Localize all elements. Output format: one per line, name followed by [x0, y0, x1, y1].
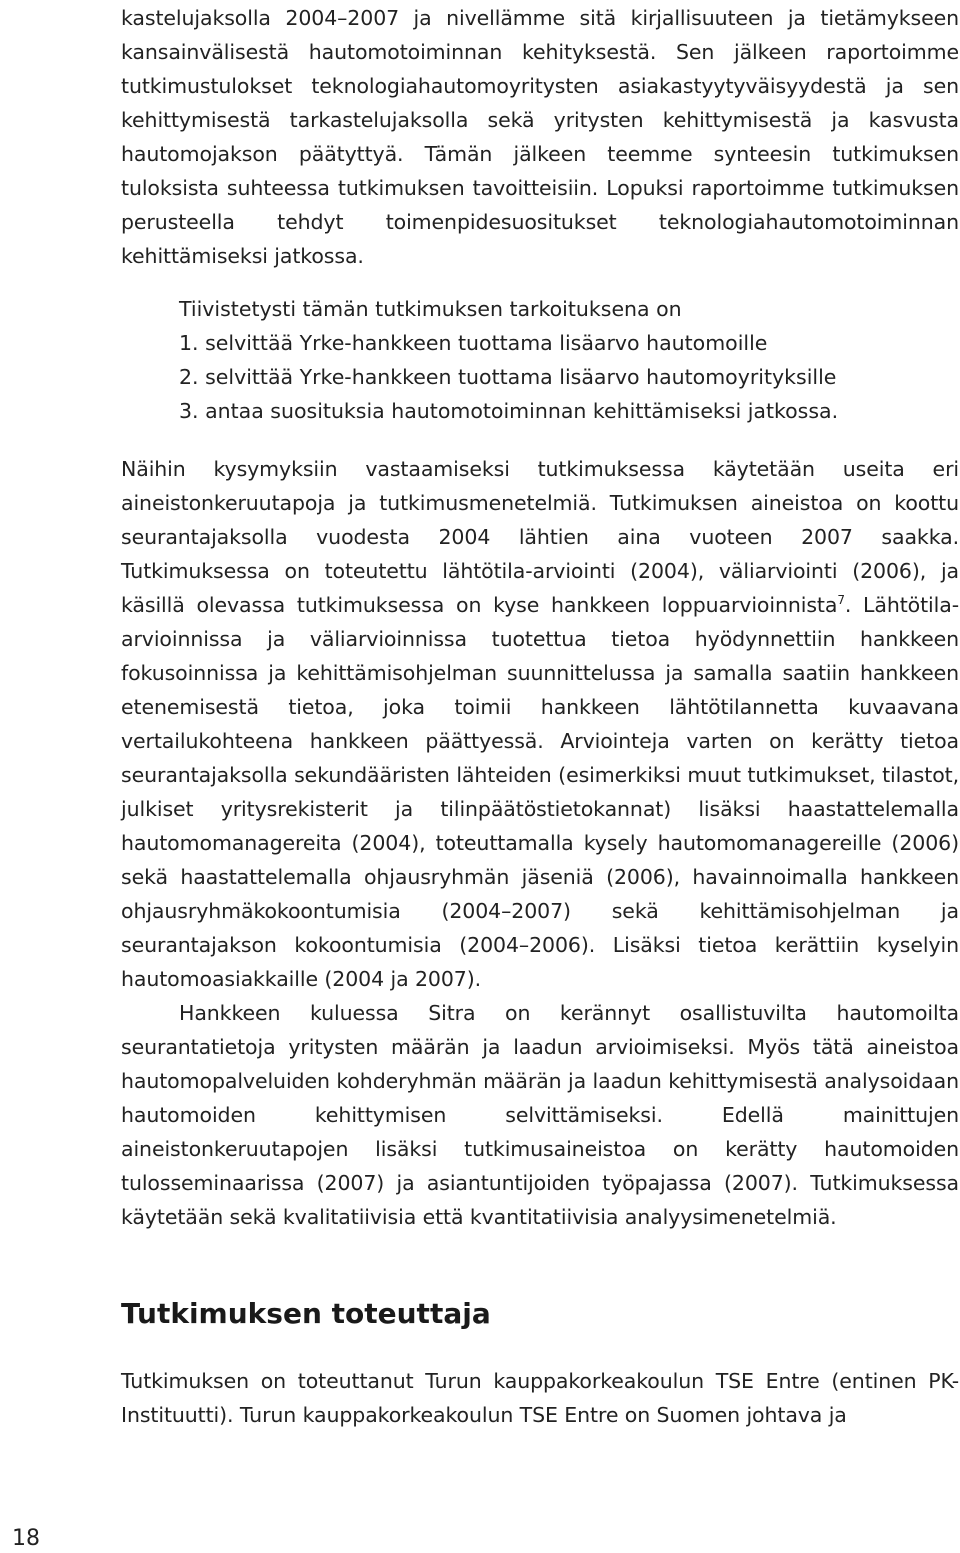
section-heading: Tutkimuksen toteuttaja	[121, 1297, 491, 1330]
methods-text-end: . Lähtötila-arvioinnissa ja väliarvioinnissa tuotettua tietoa hyödynnettiin hankkeen fokusoinnissa ja kehittämisohjelman suunnittelussa ja samalla saatiin hankkeen etenemisestä tietoa, joka toimii hankkeen lähtötilannetta kuvaavana vertailukohteena hankkeen päättyessä. Arviointeja varten on kerätty tietoa seurantajaksolla sekundääristen lähteiden (esimerkiksi muut tutkimukset, tilastot, julkiset yritysrekisterit ja tilinpäätöstietokannat) lisäksi haastattelemalla hautomomanagereita (2004), toteuttamalla kysely hautomomanagereille (2006) sekä haastattelemalla ohjausryhmän jäseniä (2006), havainnoimalla hankkeen ohjausryhmäkokoontumisia (2004–2007) sekä kehittämisohjelman ja seurantajakson kokoontumisia (2004–2006). Lisäksi tietoa kerättiin kyselyin hautomoasiakkaille (2004 ja 2007).	[121, 593, 959, 991]
implementer-paragraph: Tutkimuksen on toteuttanut Turun kauppakorkeakoulun TSE Entre (entinen PK-Instituutti). Turun kauppakorkeakoulun TSE Entre on Suomen johtava ja	[121, 1369, 959, 1427]
footnote-reference: 7	[837, 593, 845, 608]
methods-text-start: Näihin kysymyksiin vastaamiseksi tutkimuksessa käytetään useita eri aineistonkeruutapoja ja tutkimusmenetelmiä. Tutkimuksen aineistoa on koottu seurantajaksolla vuodesta 2004 lähtien aina vuoteen 2007 saakka. Tutkimuksessa on toteutettu lähtötila-arviointi (2004), väliarviointi (2006), ja käsillä olevassa tutkimuksessa on kyse hankkeen loppuarvioinnista	[121, 457, 959, 617]
objective-item: 3. antaa suosituksia hautomotoiminnan kehittämiseksi jatkossa.	[179, 399, 839, 423]
intro-paragraph: kastelujaksolla 2004–2007 ja nivellämme sitä kirjallisuuteen ja tietämykseen kansainvälisestä hautomotoiminnan kehityksestä. Sen jälkeen raportoimme tutkimustulokset teknologiahautomoyritysten asiakastyytyväisyydestä ja sen kehittymisestä tarkastelujaksolla sekä yritysten kehittymisestä ja kasvusta hautomojakson päätyttyä. Tämän jälkeen teemme synteesin tutkimuksen tuloksista suhteessa tutkimuksen tavoitteisiin. Lopuksi raportoimme tutkimuksen perusteella tehdyt toimenpidesuositukset teknologiahautomotoiminnan kehittämiseksi jatkossa.	[121, 6, 959, 268]
objectives-list	[179, 326, 959, 428]
data-collection-paragraph: Hankkeen kuluessa Sitra on kerännyt osallistuvilta hautomoilta seurantatietoja yritysten määrän ja laadun arvioimiseksi. Myös tätä aineistoa hautomopalveluiden kohderyhmän määrän ja laadun kehittymisestä analysoidaan hautomoiden kehittymisen selvittämiseksi. Edellä mainittujen aineistonkeruutapojen lisäksi tutkimusaineistoa on kerätty hautomoiden tulosseminaarissa (2007) ja asiantuntijoiden työpajassa (2007). Tutkimuksessa käytetään sekä kvalitatiivisia että kvantitatiivisia analyysimenetelmiä.	[121, 1001, 959, 1229]
document-page	[121, 0, 959, 1432]
objective-item: 1. selvittää Yrke-hankkeen tuottama lisäarvo hautomoille	[179, 331, 768, 355]
objective-item: 2. selvittää Yrke-hankkeen tuottama lisäarvo hautomoyrityksille	[179, 365, 837, 389]
page-number: 18	[12, 1526, 40, 1551]
objectives-block	[179, 292, 959, 428]
methods-paragraph	[121, 452, 959, 996]
objectives-intro: Tiivistetysti tämän tutkimuksen tarkoituksena on	[179, 297, 682, 321]
